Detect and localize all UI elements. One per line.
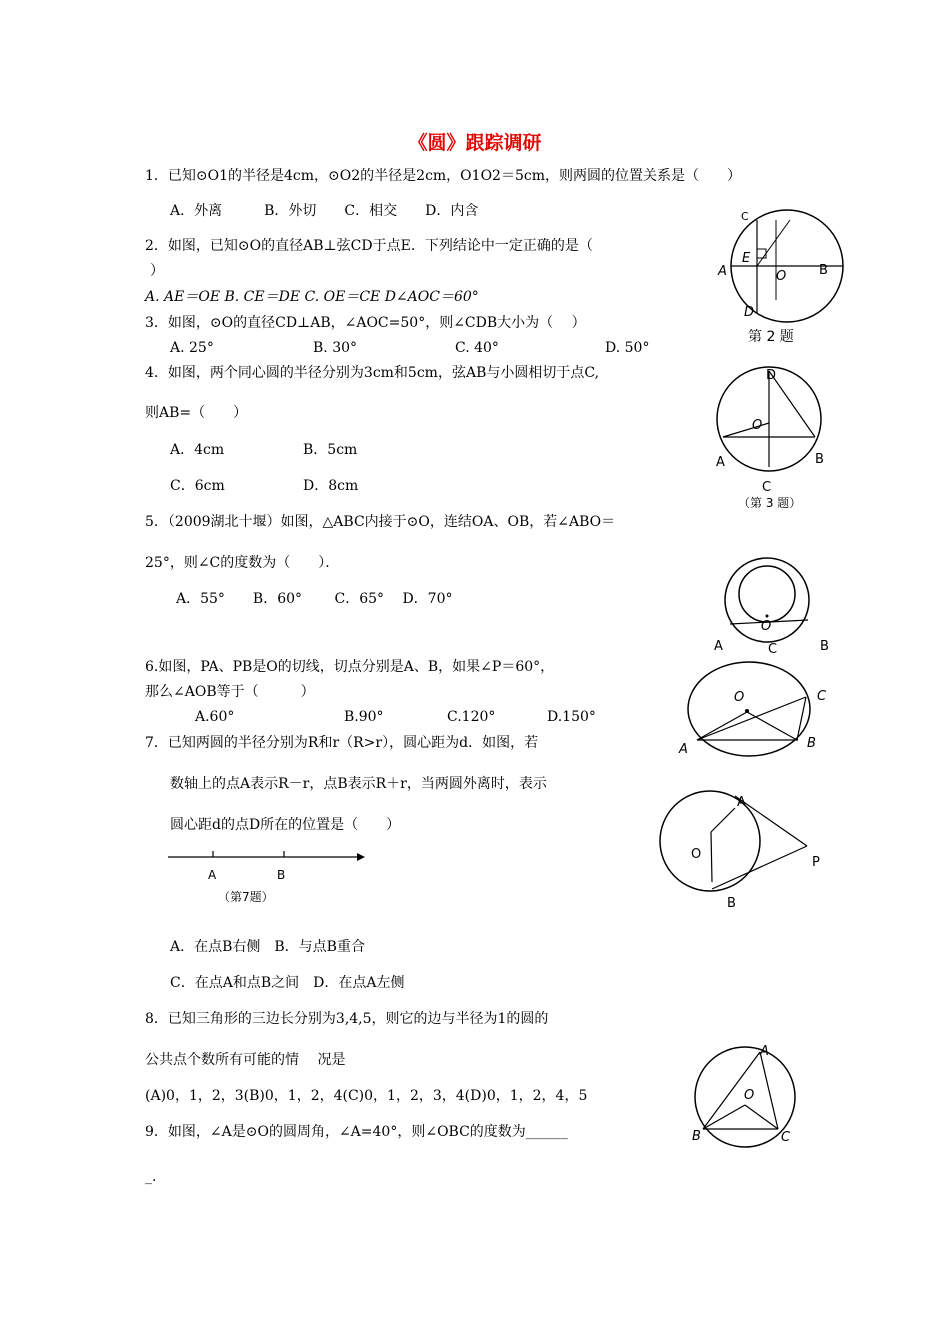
q7-line2: 数轴上的点A表示R－r，点B表示R＋r，当两圆外离时，表示 <box>170 776 547 792</box>
segment-ao <box>697 712 747 740</box>
q7-stem: 7．已知两圆的半径分别为R和r（R>r），圆心距为d．如图，若 <box>145 735 539 751</box>
q2-stem: 2．如图，已知⊙O的直径AB⊥弦CD于点E．下列结论中一定正确的是（ <box>145 238 593 254</box>
fig2-caption: 第 2 题 <box>748 329 794 345</box>
fig6-label-p: P <box>812 855 820 870</box>
q9-stem-cont: _. <box>145 1169 157 1185</box>
fig6-label-a: A <box>737 795 746 810</box>
q9-stem: 9．如图，∠A是⊙O的圆周角，∠A=40°，则∠OBC的度数为______ <box>145 1124 568 1140</box>
fig4-label-b: B <box>820 639 829 654</box>
fig4-label-o: O <box>761 619 772 634</box>
q3-option-a: A. 25° <box>170 340 214 356</box>
q4-option-d: D．8cm <box>303 478 359 494</box>
q4-option-a: A．4cm <box>170 442 225 458</box>
q6-option-b: B.90° <box>344 709 384 725</box>
tangent-pb <box>712 846 807 889</box>
q6-option-d: D.150° <box>547 709 596 725</box>
fig2-label-a: A <box>718 264 727 279</box>
q3-stem: 3．如图，⊙O的直径CD⊥AB，∠AOC=50°，则∠CDB大小为（ ） <box>145 315 586 331</box>
arrow-icon <box>357 853 365 861</box>
fig4-label-c: C <box>768 642 778 657</box>
q3-option-d: D. 50° <box>605 340 650 356</box>
radius-oa <box>711 808 735 832</box>
q6-option-a: A.60° <box>195 709 235 725</box>
q1-stem: 1．已知⊙O1的半径是4cm，⊙O2的半径是2cm，O1O2＝5cm，则两圆的位置关系是（ ） <box>145 168 741 184</box>
q7-line3: 圆心距d的点D所在的位置是（ ） <box>170 817 401 833</box>
fig6-label-o: O <box>691 847 702 862</box>
inner-circle <box>739 566 795 622</box>
fig5-label-a: A <box>679 742 688 757</box>
q8-stem: 8．已知三角形的三边长分别为3,4,5，则它的边与半径为1的圆的 <box>145 1011 549 1027</box>
segment-ob <box>747 712 797 740</box>
q4-stem-cont: 则AB=（ ） <box>145 405 248 421</box>
right-angle-mark <box>757 249 766 258</box>
segment-ac <box>697 697 806 740</box>
fig3-label-a: A <box>716 455 725 470</box>
fig5-label-c: C <box>817 689 827 704</box>
fig9-label-b: B <box>692 1129 701 1144</box>
q7-figure-caption: （第7题） <box>218 890 274 904</box>
fig3-label-o: O <box>752 418 763 433</box>
q6-stem-cont: 那么∠AOB等于（ ） <box>145 684 315 700</box>
figure-q6 <box>658 790 813 895</box>
fig2-label-o: O <box>776 269 787 284</box>
fig2-label-c: C <box>741 210 749 223</box>
q6-stem: 6.如图，PA、PB是O的切线，切点分别是A、B，如果∠P＝60°， <box>145 659 555 675</box>
fig2-label-b: B <box>819 263 828 278</box>
q1-options: A．外离 B．外切 C．相交 D．内含 <box>170 203 479 219</box>
figure-q3 <box>715 368 830 478</box>
circle-o <box>688 662 810 756</box>
fig5-label-b: B <box>807 736 816 751</box>
fig6-label-b: B <box>727 896 736 911</box>
segment <box>757 220 790 266</box>
q3-option-c: C. 40° <box>455 340 499 356</box>
fig9-label-o: O <box>744 1088 755 1103</box>
q6-option-c: C.120° <box>447 709 496 725</box>
fig3-label-b: B <box>815 452 824 467</box>
center-dot <box>766 615 769 618</box>
fig2-label-d: D <box>744 305 755 320</box>
q5-stem: 5．（2009湖北十堰）如图，△ABC内接于⊙O，连结OA、OB，若∠ABO＝ <box>145 514 616 530</box>
q7-options-2: C．在点A和点B之间 D．在点A左侧 <box>170 975 405 991</box>
segment-bo <box>703 1105 745 1129</box>
fig9-label-a: A <box>760 1044 769 1059</box>
q2-stem-cont: ） <box>150 263 164 279</box>
center-dot <box>745 709 749 713</box>
q4-option-c: C．6cm <box>170 478 225 494</box>
fig5-label-o: O <box>734 690 745 705</box>
fig2-label-e: E <box>742 251 751 266</box>
q4-option-b: B．5cm <box>303 442 358 458</box>
q8-options: (A)0，1，2，3(B)0，1，2，4(C)0，1，2，3，4(D)0，1，2，4，5 <box>145 1088 588 1104</box>
q7-options-1: A．在点B右侧 B．与点B重合 <box>170 939 365 955</box>
axis-label-a: A <box>208 868 217 882</box>
axis-label-b: B <box>277 868 286 882</box>
q5-stem-cont: 25°，则∠C的度数为（ ）． <box>145 555 340 571</box>
q2-options: A. AE＝OE B. CE＝DE C. OE＝CE D∠AOC＝60° <box>145 289 479 305</box>
page-title: 《圆》跟踪调研 <box>408 132 542 154</box>
q3-option-b: B. 30° <box>313 340 358 356</box>
fig3-label-d: D <box>766 368 777 383</box>
q4-stem: 4．如图，两个同心圆的半径分别为3cm和5cm，弦AB与小圆相切于点C, <box>145 365 600 381</box>
fig4-label-a: A <box>714 639 723 654</box>
fig9-label-c: C <box>781 1130 791 1145</box>
q8-stem-cont: 公共点个数所有可能的情 况是 <box>145 1052 346 1068</box>
fig3-label-c: C <box>762 480 772 495</box>
fig3-caption: （第 3 题） <box>738 496 802 510</box>
q5-options: A．55° B．60° C．65° D．70° <box>176 591 453 607</box>
figure-q5 <box>685 660 825 760</box>
radius-ob <box>711 832 712 882</box>
number-line-figure <box>165 848 375 868</box>
